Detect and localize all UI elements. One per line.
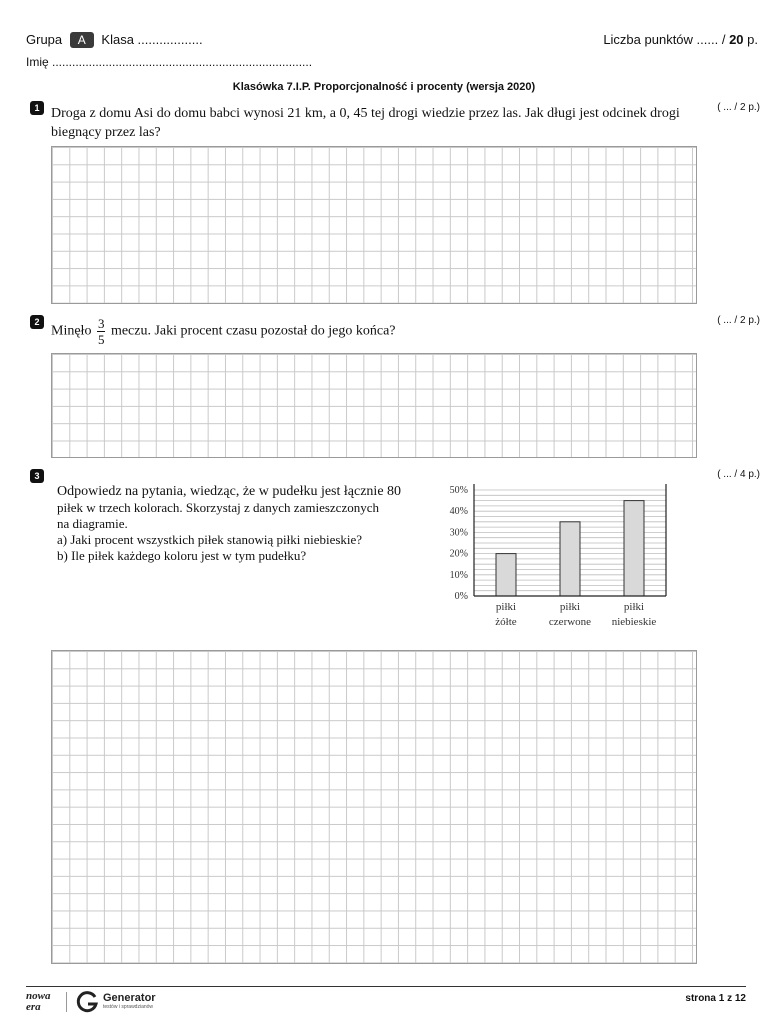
- fraction-denominator: 5: [97, 332, 105, 347]
- question-2-text: [51, 316, 691, 347]
- logo-line-2: era: [26, 1001, 41, 1013]
- y-tick-label: 10%: [449, 569, 468, 581]
- question-1-number: 1: [30, 101, 44, 115]
- name-field: Imię ..............................................................................: [26, 55, 313, 69]
- y-tick-label: 20%: [449, 548, 468, 560]
- question-2-text-before: Minęło: [51, 323, 92, 339]
- footer-divider: [26, 986, 746, 987]
- x-tick-label: niebieskie: [611, 616, 657, 628]
- logo-divider: [66, 992, 67, 1012]
- bar-chart: [440, 480, 675, 635]
- generator-logo: [103, 992, 156, 1010]
- points-total: 20: [729, 32, 744, 47]
- generator-g-icon: [76, 990, 100, 1014]
- group-label: Grupa: [26, 32, 63, 47]
- y-tick-label: 40%: [449, 506, 468, 518]
- answer-grid-1[interactable]: [51, 146, 697, 304]
- nowa-era-logo: [26, 991, 50, 1013]
- points-unit: p.: [747, 32, 758, 47]
- x-tick-label: piłki: [495, 601, 517, 613]
- points-field: [603, 32, 758, 47]
- question-3-line-5: b) Ile piłek każdego koloru jest w tym pudełku?: [57, 548, 307, 563]
- x-tick-label: czerwone: [548, 616, 592, 628]
- y-tick-label: 50%: [449, 485, 468, 496]
- group-field: [26, 32, 203, 48]
- x-tick-label: żółte: [495, 616, 517, 628]
- points-label: Liczba punktów ...... /: [603, 32, 726, 47]
- question-2-text-after: meczu. Jaki procent czasu pozostał do jego końca?: [110, 323, 396, 339]
- generator-subtitle: testów i sprawdzianów: [103, 1004, 154, 1010]
- x-tick-label: piłki: [559, 601, 581, 613]
- question-3-line-1: Odpowiedz na pytania, wiedząc, że w pudełku jest łącznie 80: [57, 484, 402, 499]
- question-3-points: ( ... / 4 p.): [717, 469, 760, 480]
- question-3-line-4: a) Jaki procent wszystkich piłek stanowią piłki niebieskie?: [57, 532, 363, 547]
- question-3-text: [57, 484, 437, 564]
- question-3-line-3: na diagramie.: [57, 516, 128, 531]
- y-tick-label: 30%: [449, 527, 468, 539]
- question-2-points: ( ... / 2 p.): [717, 315, 760, 326]
- page-number: strona 1 z 12: [685, 993, 746, 1004]
- y-tick-label: 0%: [454, 591, 468, 602]
- fraction-numerator: 3: [97, 316, 105, 331]
- answer-grid-2[interactable]: [51, 353, 697, 458]
- page-title: Klasówka 7.I.P. Proporcjonalność i procenty (wersja 2020): [232, 81, 536, 93]
- question-2-number: 2: [30, 315, 44, 329]
- bar: [624, 501, 644, 596]
- generator-name: Generator: [103, 992, 156, 1004]
- question-1-points: ( ... / 2 p.): [717, 102, 760, 113]
- bar: [560, 522, 580, 596]
- class-label: Klasa ..................: [101, 32, 203, 47]
- group-badge: A: [70, 32, 94, 48]
- fraction: [97, 316, 106, 347]
- question-1-text: Droga z domu Asi do domu babci wynosi 21 km, a 0, 45 tej drogi wiedzie przez las. Jak długi jest odcinek drogi biegnący przez las?: [51, 106, 680, 140]
- answer-grid-3[interactable]: [51, 650, 697, 964]
- question-3-number: 3: [30, 469, 44, 483]
- logo-line-1: nowa: [26, 990, 51, 1002]
- x-tick-label: piłki: [623, 601, 645, 613]
- bar: [496, 554, 516, 596]
- question-3-line-2: piłek w trzech kolorach. Skorzystaj z danych zamieszczonych: [57, 500, 379, 515]
